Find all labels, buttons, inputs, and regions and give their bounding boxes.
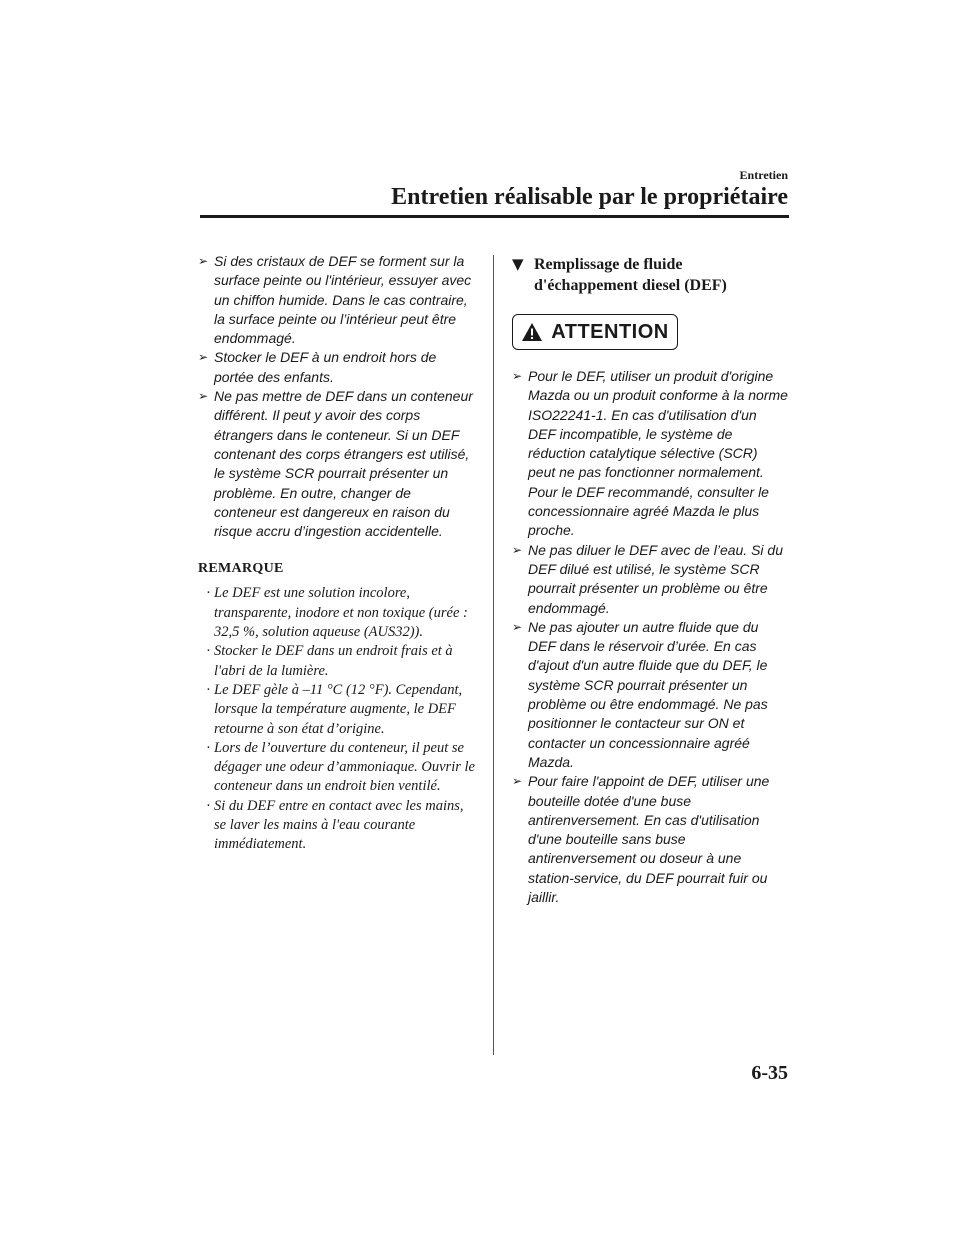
arrow-bullet-icon: ➢: [512, 369, 523, 383]
attention-label: ATTENTION: [551, 320, 669, 343]
left-caution-list: [198, 252, 476, 541]
note-item: · Stocker le DEF dans un endroit frais et à l'abri de la lumière.: [206, 643, 453, 679]
section-label: Entretien: [739, 168, 788, 182]
right-column: [512, 252, 788, 907]
warning-triangle-icon: [521, 322, 543, 342]
dot-bullet-icon: ·: [206, 681, 211, 698]
dot-bullet-icon: ·: [206, 739, 211, 756]
dot-bullet-icon: ·: [206, 585, 211, 602]
left-column: [198, 252, 476, 855]
caution-item: ➢ Stocker le DEF à un endroit hors de portée des enfants.: [198, 349, 437, 385]
dot-bullet-icon: ·: [206, 643, 211, 660]
arrow-bullet-icon: ➢: [198, 254, 209, 268]
arrow-bullet-icon: ➢: [512, 774, 523, 789]
note-title: REMARQUE: [198, 561, 284, 577]
caution-item: ➢ Ne pas mettre de DEF dans un conteneur différent. Il peut y avoir des corps étrangers dans le conteneur. Si un DEF contenant des corps étrangers est utilisé, le système SCR pourrait présenter un problème. En outre, changer de conteneur est dangereux en raison du risque accru d’ingestion accidentelle.: [198, 388, 473, 540]
note-item: · Si du DEF entre en contact avec les mains, se laver les mains à l'eau courante immédiatement.: [206, 797, 464, 853]
column-divider: [493, 255, 494, 1055]
note-item: · Le DEF est une solution incolore, transparente, inodore et non toxique (urée : 32,5 %, solution aqueuse (AUS32)).: [206, 585, 468, 641]
caution-item: ➢ Pour faire l'appoint de DEF, utiliser une bouteille dotée d'une buse antirenversement. En cas d'utilisation d'une bouteille sans buse antirenversement ou doseur à une station-service, du DEF pourrait fuir ou jaillir.: [512, 773, 770, 906]
note-item: · Lors de l’ouverture du conteneur, il peut se dégager une odeur d’ammoniaque. Ouvrir le conteneur dans un endroit bien ventilé.: [206, 739, 475, 795]
arrow-bullet-icon: ➢: [198, 389, 209, 404]
page-number: 6-35: [751, 1062, 788, 1084]
arrow-bullet-icon: ➢: [198, 350, 209, 365]
right-caution-list: [512, 367, 788, 907]
note-item: · Le DEF gèle à –11 °C (12 °F). Cependant, lorsque la température augmente, le DEF retourne à son état d’origine.: [206, 681, 463, 737]
dot-bullet-icon: ·: [206, 797, 211, 814]
caution-item: ➢ Pour le DEF, utiliser un produit d'origine Mazda ou un produit conforme à la norme ISO22241-1. En cas d'utilisation d'un DEF incompatible, le système de réduction catalytique sélective (SCR) peut ne pas fonctionner normalement. Pour le DEF recommandé, consulter le concessionnaire agréé Mazda le plus proche.: [512, 368, 788, 539]
note-list: [198, 584, 476, 854]
chapter-title: Entretien réalisable par le propriétaire: [391, 184, 788, 210]
arrow-bullet-icon: ➢: [512, 619, 523, 634]
attention-badge: [512, 314, 678, 350]
arrow-bullet-icon: ➢: [512, 542, 523, 557]
caution-item: ➢ Si des cristaux de DEF se forment sur la surface peinte ou l'intérieur, essuyer avec un chiffon humide. Dans le cas contraire, la surface peinte ou l’intérieur peut être endommagé.: [198, 253, 472, 347]
caution-item: ➢ Ne pas diluer le DEF avec de l’eau. Si du DEF dilué est utilisé, le système SCR pourrait présenter un problème ou être endommagé.: [512, 541, 783, 616]
caution-item: ➢ Ne pas ajouter un autre fluide que du DEF dans le réservoir d’urée. En cas d'ajout d'un autre fluide que du DEF, le système SCR pourrait présenter un problème ou être endommagé. Ne pas positionner le contacteur sur ON et contacter un concessionnaire agréé Mazda.: [512, 618, 768, 770]
section-heading: ▼ Remplissage de fluide d'échappement diesel (DEF): [512, 255, 727, 294]
header-rule: [200, 215, 789, 218]
triangle-down-icon: ▼: [512, 255, 524, 273]
